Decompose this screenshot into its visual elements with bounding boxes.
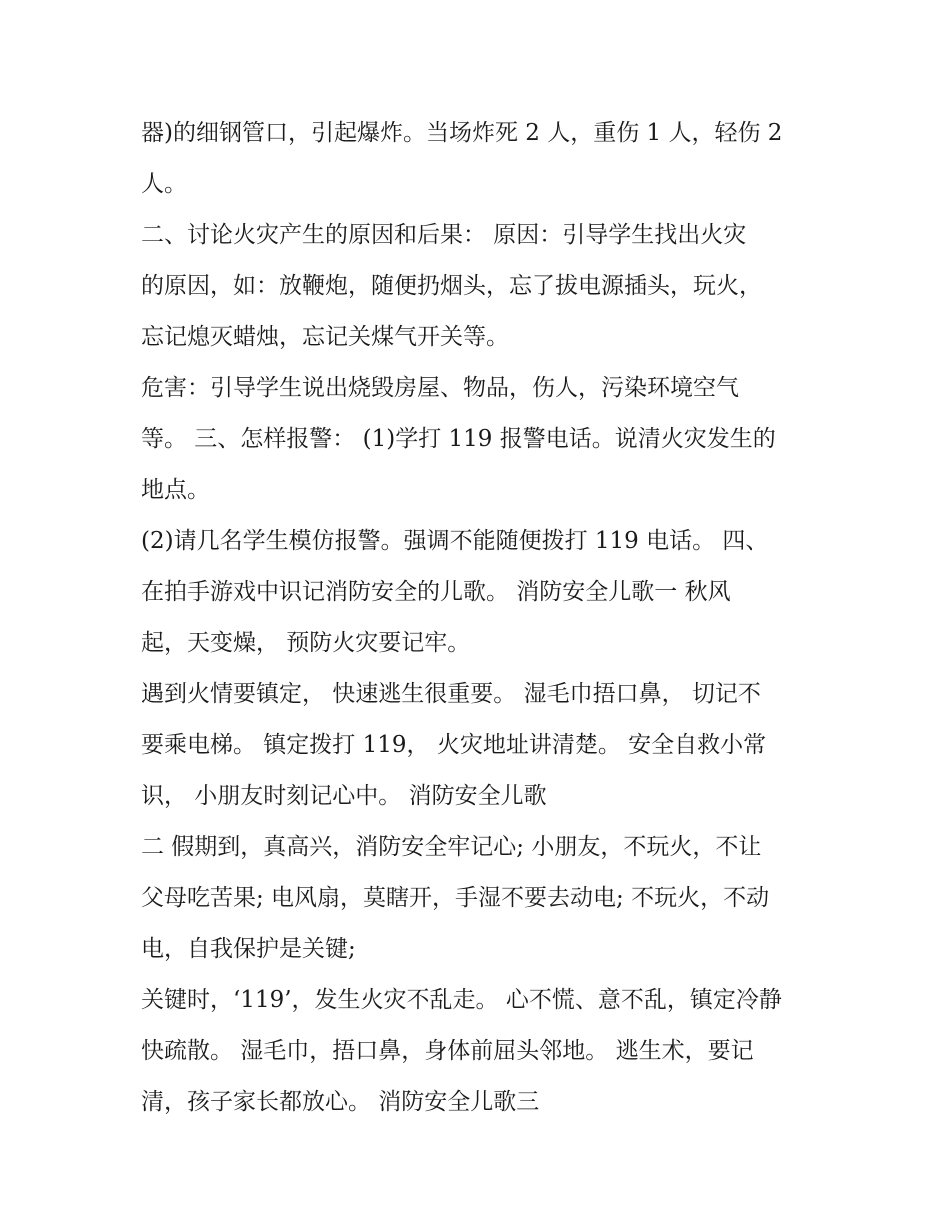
text-line: 关键时，‘119’，发生火灾不乱走。 心不慌、意不乱，镇定冷静 [141,987,782,1013]
text-line: 清，孩子家长都放心。 消防安全儿歌三 [141,1089,540,1115]
text-line: 识， 小朋友时刻记心中。 消防安全儿歌 [141,783,547,809]
text-line: 起，天变燥， 预防火灾要记牢。 [141,630,471,656]
text-line: 父母吃苦果; 电风扇，莫瞎开，手湿不要去动电; 不玩火，不动 [141,885,770,911]
text-line: 快疏散。 湿毛巾，捂口鼻，身体前屈头邻地。 逃生术，要记 [141,1038,754,1064]
text-line: 器)的细钢管口，引起爆炸。当场炸死 2 人，重伤 1 人，轻伤 2 [141,120,783,146]
text-line: 二 假期到，真高兴，消防安全牢记心; 小朋友，不玩火，不让 [141,834,762,860]
text-line: 电，自我保护是关键; [141,936,356,962]
text-line: 人。 [141,171,187,197]
text-line: 忘记熄灭蜡烛，忘记关煤气开关等。 [141,324,509,350]
text-line: 要乘电梯。 镇定拨打 119， 火灾地址讲清楚。 安全自救小常 [141,732,767,758]
text-line: 等。 三、怎样报警： (1)学打 119 报警电话。说清火灾发生的 [141,426,776,452]
text-line: 危害：引导学生说出烧毁房屋、物品，伤人，污染环境空气 [141,375,739,401]
text-line: (2)请几名学生模仿报警。强调不能随便拨打 119 电话。 四、 [141,528,769,554]
text-line: 的原因，如：放鞭炮，随便扔烟头，忘了拔电源插头，玩火， [141,273,762,299]
text-line: 地点。 [141,477,210,503]
text-line: 二、讨论火灾产生的原因和后果： 原因：引导学生找出火灾 [141,222,747,248]
text-line: 遇到火情要镇定， 快速逃生很重要。 湿毛巾捂口鼻， 切记不 [141,681,761,707]
body-text [141,108,821,1128]
text-line: 在拍手游戏中识记消防安全的儿歌。 消防安全儿歌一 秋风 [141,579,731,605]
